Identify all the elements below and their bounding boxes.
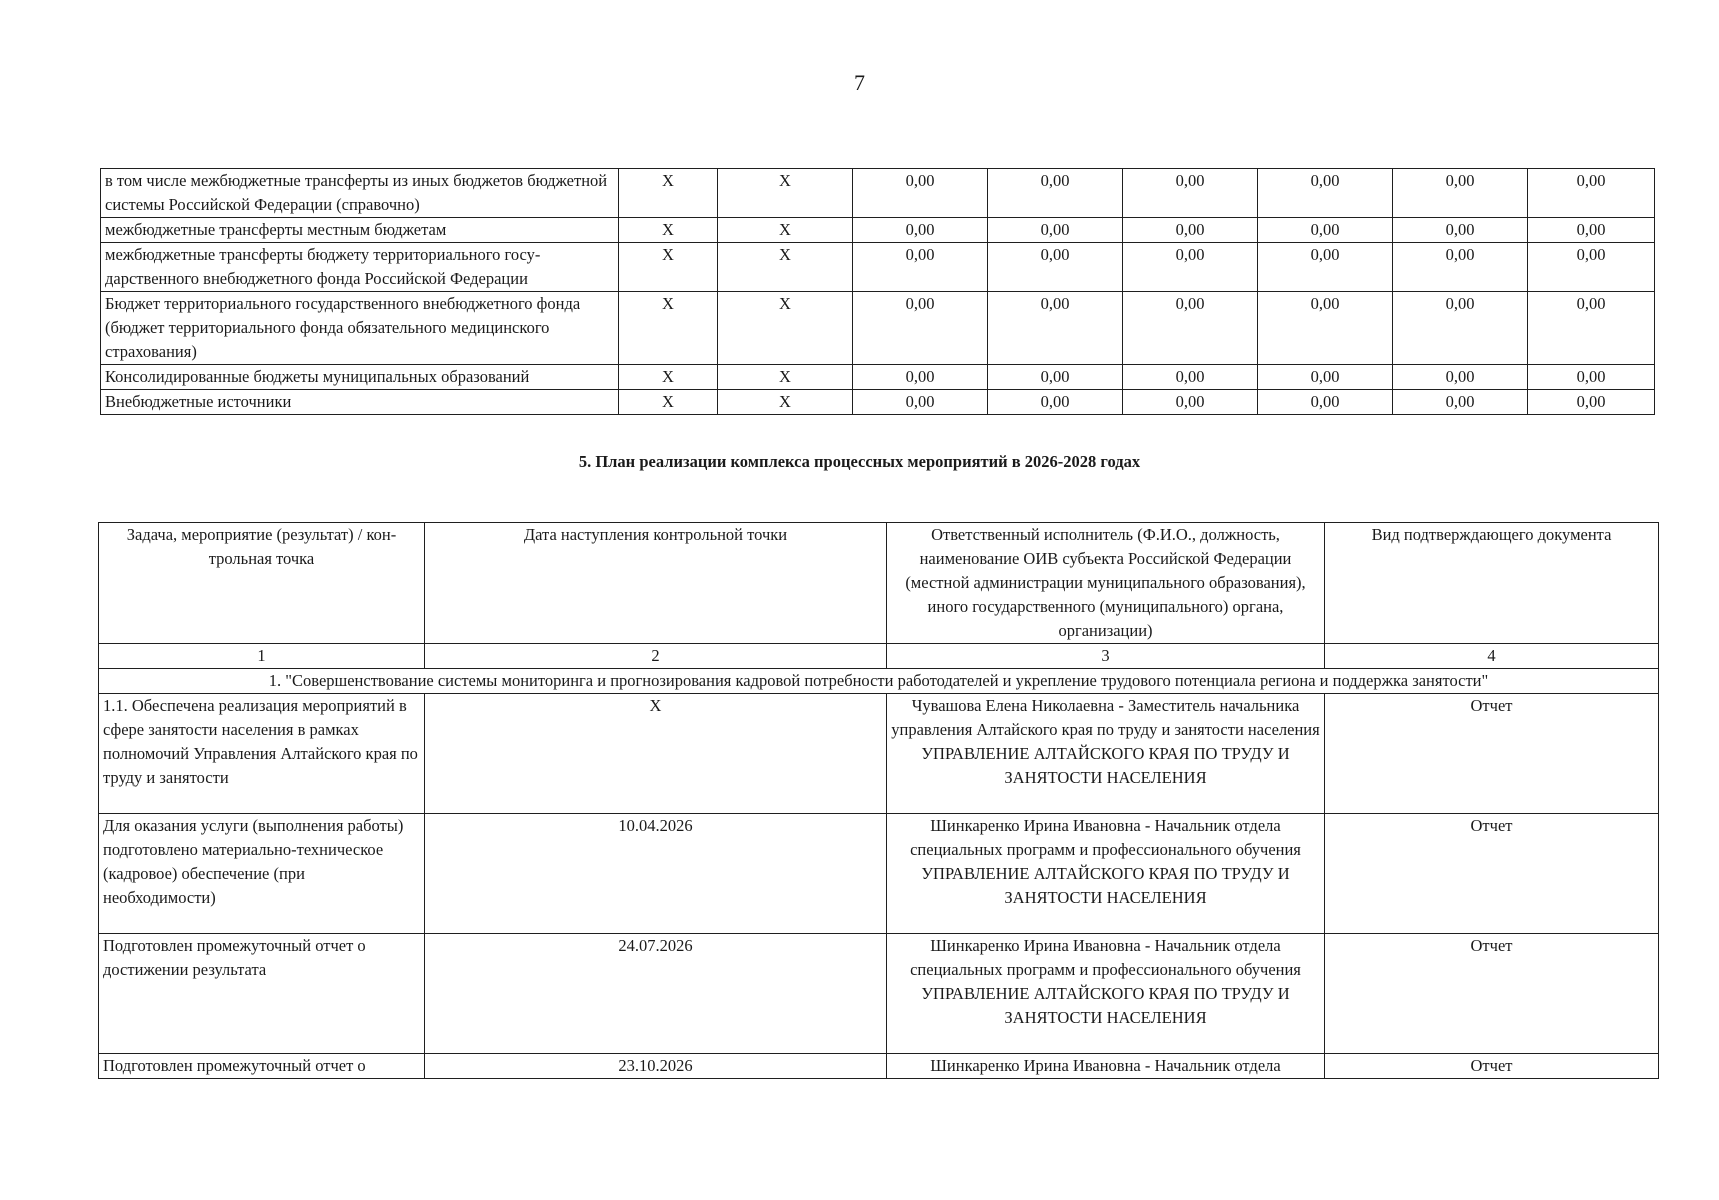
responsible-person: Чувашова Елена Николаевна - Заместитель начальника управления Алтайского края по труду и занятости населения [891, 696, 1320, 739]
financing-row [101, 169, 1655, 218]
financing-source-label: межбюджетные трансферты местным бюджетам [101, 218, 619, 243]
control-date: 10.04.2026 [425, 814, 887, 934]
responsible-executive [887, 814, 1325, 934]
control-date: 23.10.2026 [425, 1054, 887, 1079]
page-number: 7 [854, 70, 865, 95]
amount-cell: 0,00 [988, 390, 1123, 415]
column-number: 2 [425, 644, 887, 669]
amount-cell: 0,00 [1258, 218, 1393, 243]
not-applicable-cell: X [718, 218, 853, 243]
amount-cell: 0,00 [853, 390, 988, 415]
section-heading: 5. План реализации комплекса процессных мероприятий в 2026-2028 годах [578, 452, 1141, 471]
not-applicable-cell: X [718, 243, 853, 292]
not-applicable-cell: X [619, 243, 718, 292]
plan-row [99, 1054, 1659, 1079]
header-responsible: Ответственный исполнитель (Ф.И.О., должность, наименование ОИВ субъекта Российской Федерации (местной администрации муниципального образования), иного государственного (муниципального) органа, организации) [887, 523, 1325, 644]
column-number: 1 [99, 644, 425, 669]
not-applicable-cell: X [718, 292, 853, 365]
header-document-type: Вид подтверждающего документа [1325, 523, 1659, 644]
not-applicable-cell: X [619, 218, 718, 243]
financing-table [100, 168, 1655, 415]
financing-source-label: Бюджет территориального государственного внебюджетного фонда (бюджет территориального фонда обязательного медицинского страхования) [101, 292, 619, 365]
amount-cell: 0,00 [1528, 390, 1655, 415]
not-applicable-cell: X [718, 365, 853, 390]
control-date: X [425, 694, 887, 814]
process-plan-table [98, 522, 1659, 1079]
amount-cell: 0,00 [1123, 292, 1258, 365]
amount-cell: 0,00 [853, 218, 988, 243]
financing-row [101, 218, 1655, 243]
amount-cell: 0,00 [988, 365, 1123, 390]
amount-cell: 0,00 [1528, 365, 1655, 390]
responsible-person: Шинкаренко Ирина Ивановна - Начальник отдела специальных программ и профессионального обучения [910, 816, 1301, 859]
amount-cell: 0,00 [1258, 243, 1393, 292]
amount-cell: 0,00 [1393, 169, 1528, 218]
task-title: 1. "Совершенствование системы мониторинга и прогнозирования кадровой потребности работодателей и укрепление трудового потенциала региона и поддержка занятости" [99, 669, 1659, 694]
plan-task-row [99, 669, 1659, 694]
header-task: Задача, мероприятие (результат) / контрольная точка [99, 523, 425, 644]
amount-cell: 0,00 [1123, 365, 1258, 390]
amount-cell: 0,00 [1258, 169, 1393, 218]
financing-row [101, 243, 1655, 292]
amount-cell: 0,00 [1123, 390, 1258, 415]
plan-item-name: Подготовлен промежуточный отчет о [99, 1054, 425, 1079]
amount-cell: 0,00 [1393, 365, 1528, 390]
responsible-organization: УПРАВЛЕНИЕ АЛТАЙСКОГО КРАЯ ПО ТРУДУ И ЗАНЯТОСТИ НАСЕЛЕНИЯ [921, 744, 1290, 787]
financing-source-label: в том числе межбюджетные трансферты из иных бюджетов бюджетной системы Российской Федерации (справочно) [101, 169, 619, 218]
confirming-document: Отчет [1325, 814, 1659, 934]
amount-cell: 0,00 [988, 292, 1123, 365]
responsible-executive [887, 934, 1325, 1054]
amount-cell: 0,00 [853, 292, 988, 365]
not-applicable-cell: X [718, 390, 853, 415]
amount-cell: 0,00 [1528, 218, 1655, 243]
responsible-executive [887, 694, 1325, 814]
financing-source-label: Консолидированные бюджеты муниципальных образований [101, 365, 619, 390]
not-applicable-cell: X [619, 390, 718, 415]
amount-cell: 0,00 [988, 169, 1123, 218]
financing-table-body [101, 169, 1655, 415]
amount-cell: 0,00 [1528, 243, 1655, 292]
amount-cell: 0,00 [1123, 243, 1258, 292]
responsible-organization: УПРАВЛЕНИЕ АЛТАЙСКОГО КРАЯ ПО ТРУДУ И ЗАНЯТОСТИ НАСЕЛЕНИЯ [921, 864, 1290, 907]
amount-cell: 0,00 [988, 243, 1123, 292]
amount-cell: 0,00 [1393, 243, 1528, 292]
plan-row [99, 694, 1659, 814]
plan-table-header-row [99, 523, 1659, 644]
amount-cell: 0,00 [853, 365, 988, 390]
column-number: 4 [1325, 644, 1659, 669]
amount-cell: 0,00 [1258, 365, 1393, 390]
financing-source-label: межбюджетные трансферты бюджету территориального государственного внебюджетного фонда Российской Федерации [101, 243, 619, 292]
amount-cell: 0,00 [1123, 218, 1258, 243]
amount-cell: 0,00 [1393, 292, 1528, 365]
control-date: 24.07.2026 [425, 934, 887, 1054]
financing-row [101, 365, 1655, 390]
confirming-document: Отчет [1325, 694, 1659, 814]
not-applicable-cell: X [619, 365, 718, 390]
responsible-person: Шинкаренко Ирина Ивановна - Начальник отдела [930, 1056, 1281, 1075]
responsible-organization: УПРАВЛЕНИЕ АЛТАЙСКОГО КРАЯ ПО ТРУДУ И ЗАНЯТОСТИ НАСЕЛЕНИЯ [921, 984, 1290, 1027]
amount-cell: 0,00 [1123, 169, 1258, 218]
amount-cell: 0,00 [1528, 292, 1655, 365]
not-applicable-cell: X [718, 169, 853, 218]
amount-cell: 0,00 [1258, 292, 1393, 365]
plan-table-column-numbers [99, 644, 1659, 669]
amount-cell: 0,00 [1528, 169, 1655, 218]
plan-row [99, 934, 1659, 1054]
confirming-document: Отчет [1325, 934, 1659, 1054]
amount-cell: 0,00 [853, 169, 988, 218]
financing-row [101, 390, 1655, 415]
not-applicable-cell: X [619, 292, 718, 365]
plan-row [99, 814, 1659, 934]
amount-cell: 0,00 [1393, 218, 1528, 243]
plan-item-name: Для оказания услуги (выполнения работы) подготовлено материально-техническое (кадровое) обеспечение (при необходимости) [99, 814, 425, 934]
amount-cell: 0,00 [988, 218, 1123, 243]
confirming-document: Отчет [1325, 1054, 1659, 1079]
amount-cell: 0,00 [1258, 390, 1393, 415]
responsible-executive [887, 1054, 1325, 1079]
plan-table-body [99, 694, 1659, 1079]
amount-cell: 0,00 [1393, 390, 1528, 415]
plan-item-name: 1.1. Обеспечена реализация мероприятий в сфере занятости населения в рамках полномочий Управления Алтайского края по труду и занятости [99, 694, 425, 814]
financing-source-label: Внебюджетные источники [101, 390, 619, 415]
financing-row [101, 292, 1655, 365]
not-applicable-cell: X [619, 169, 718, 218]
amount-cell: 0,00 [853, 243, 988, 292]
plan-item-name: Подготовлен промежуточный отчет о достижении результата [99, 934, 425, 1054]
column-number: 3 [887, 644, 1325, 669]
responsible-person: Шинкаренко Ирина Ивановна - Начальник отдела специальных программ и профессионального обучения [910, 936, 1301, 979]
header-control-date: Дата наступления контрольной точки [425, 523, 887, 644]
